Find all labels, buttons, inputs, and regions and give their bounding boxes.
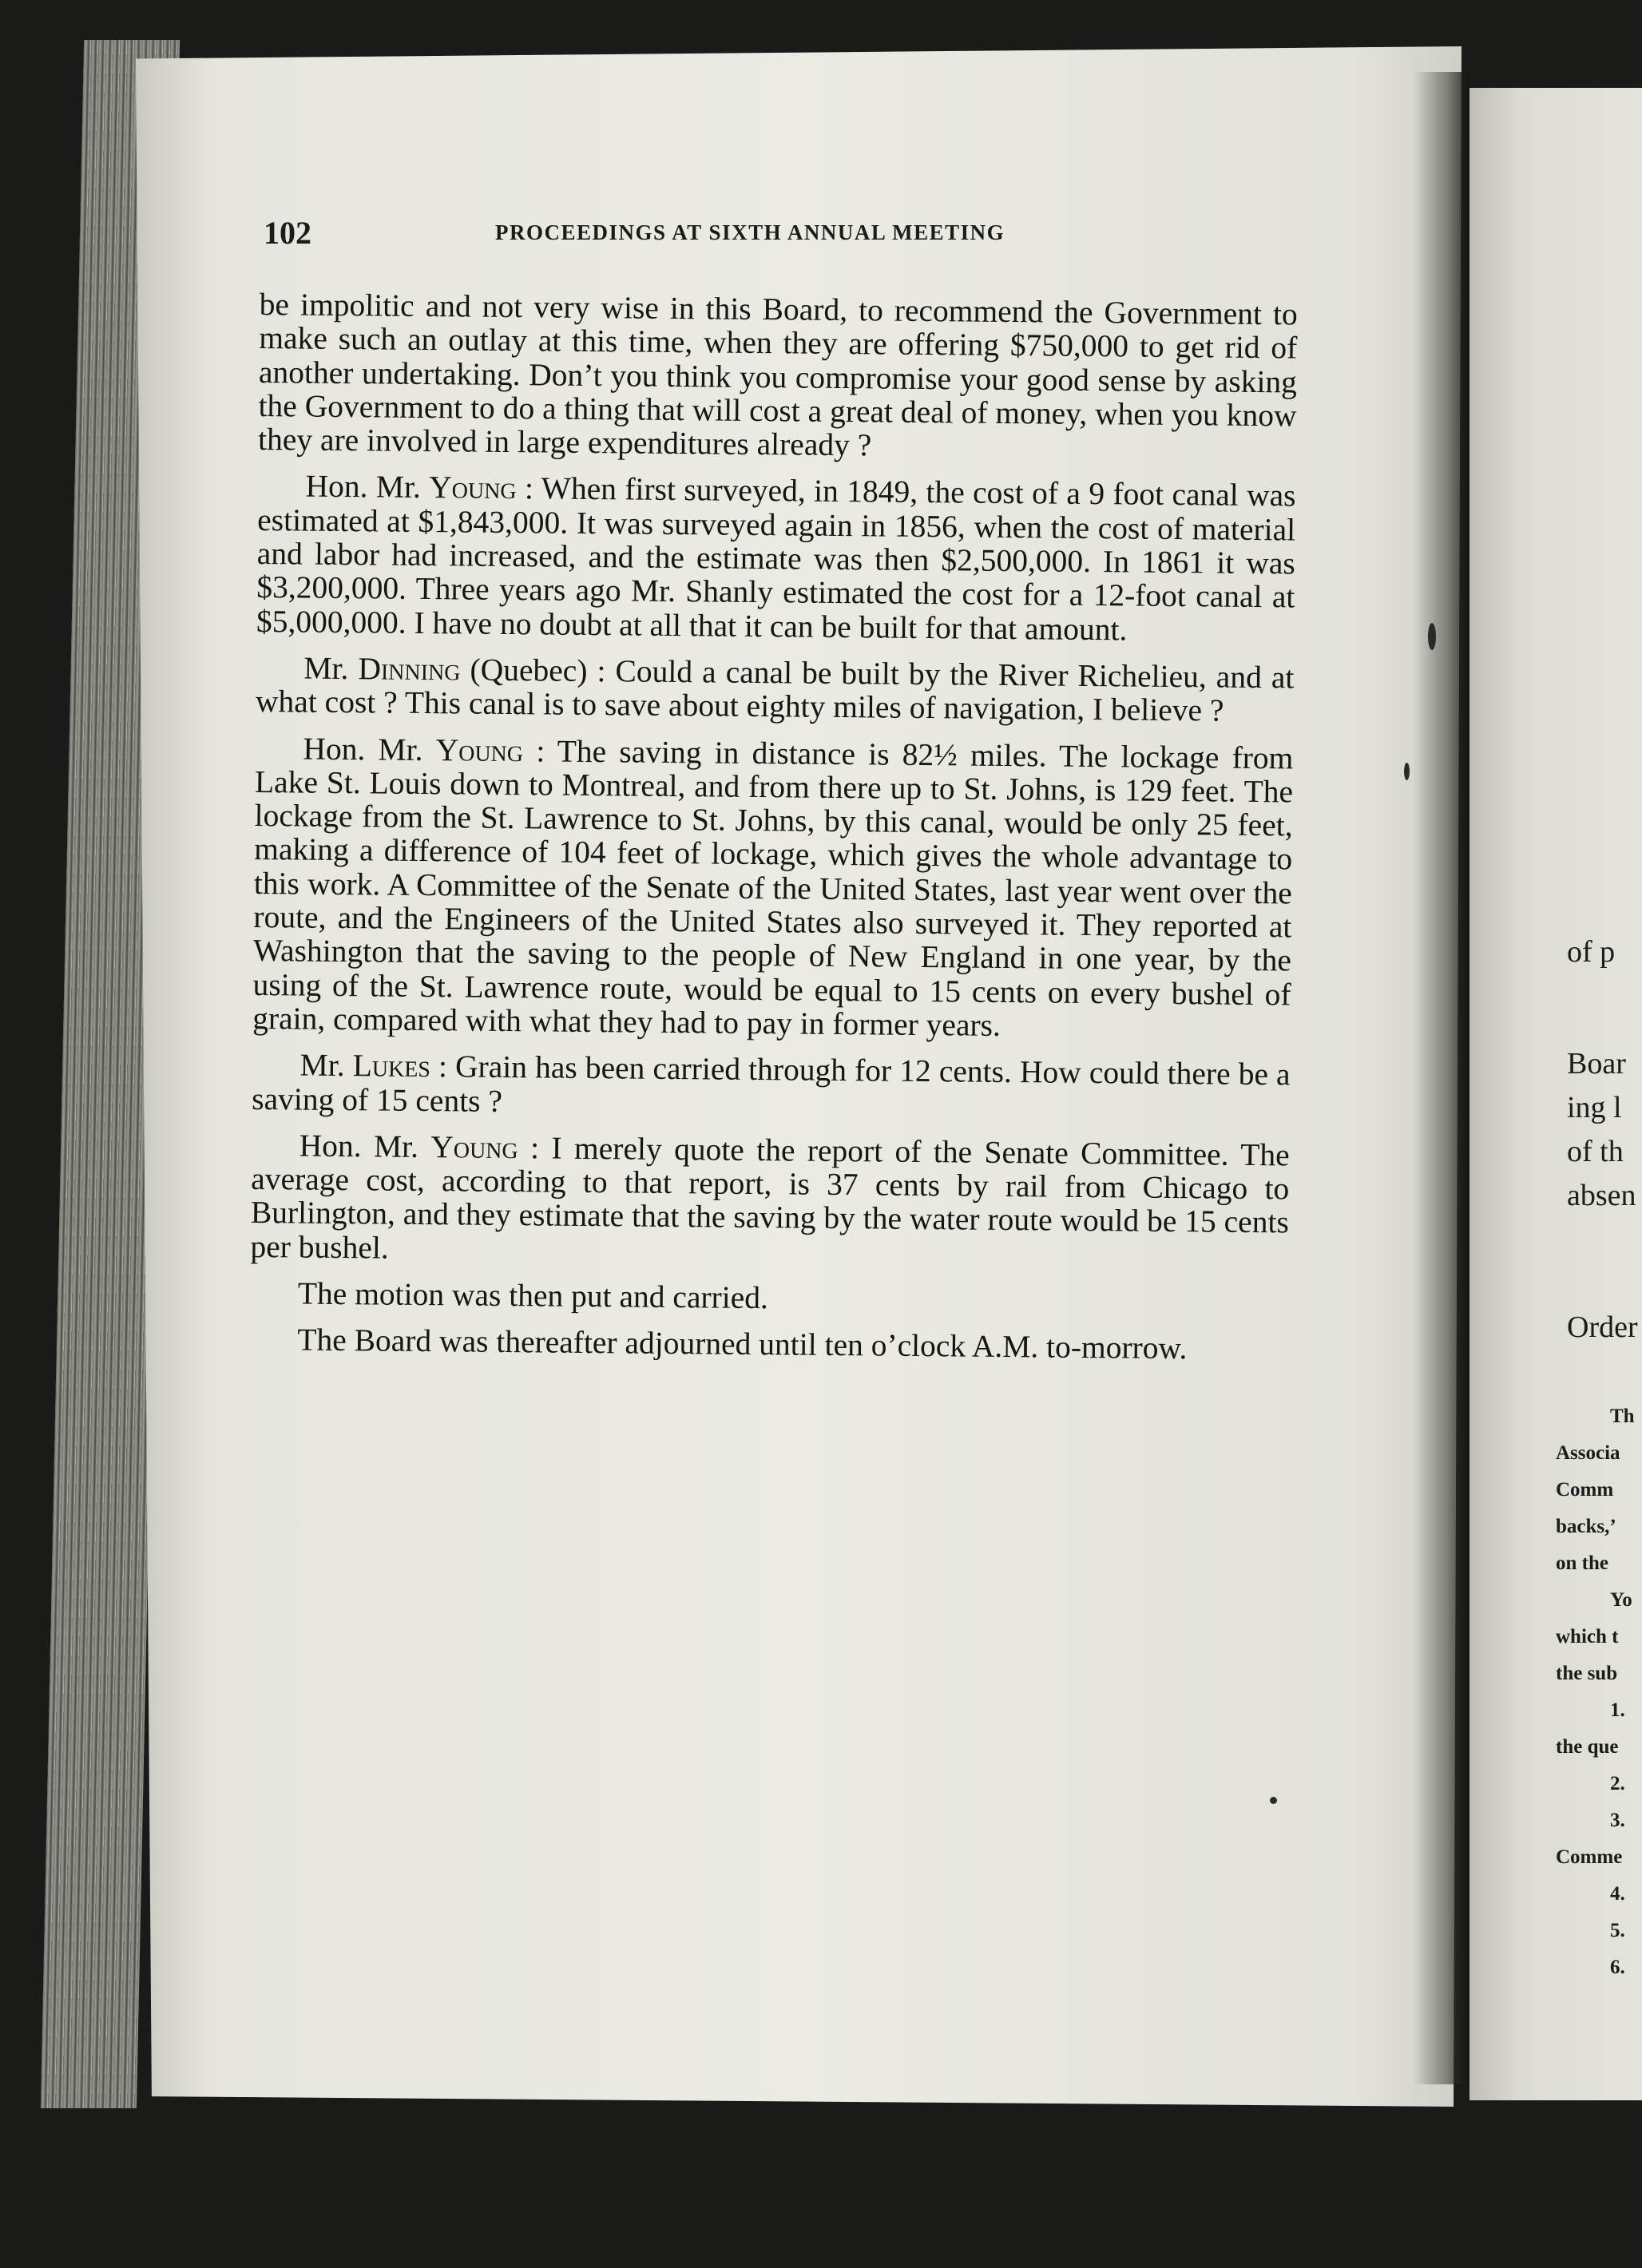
page-number: 102 — [264, 215, 311, 251]
right-page-fragment: 1. — [1610, 1699, 1625, 1721]
paragraph — [256, 469, 1296, 648]
right-page-fragment: the que — [1556, 1736, 1619, 1758]
right-page-fragment: ing l — [1567, 1091, 1622, 1124]
paragraph-text: Hon. Mr. — [305, 469, 430, 506]
paragraph — [252, 732, 1294, 1045]
right-page-fragment: which t — [1556, 1626, 1619, 1647]
right-page-fragment: backs,’ — [1556, 1516, 1616, 1537]
ink-mark — [1270, 1797, 1277, 1804]
book-gutter — [1414, 72, 1469, 2084]
right-page-fragment: on the — [1556, 1552, 1608, 1574]
paragraph — [256, 651, 1295, 728]
paragraph-text: Mr. — [303, 650, 359, 687]
right-page-fragment: Comme — [1556, 1846, 1623, 1868]
right-page-fragment: Boar — [1567, 1047, 1626, 1080]
right-page-fragment: of p — [1567, 935, 1616, 969]
speaker-name: Young — [435, 732, 524, 768]
ink-mark — [1428, 623, 1436, 650]
right-page-fragment: Order — [1567, 1310, 1638, 1344]
right-page-fragment: absen — [1567, 1179, 1636, 1212]
paragraph — [252, 1048, 1291, 1125]
speaker-name: Young — [429, 470, 517, 506]
speaker-name: Dinning — [358, 651, 461, 688]
paragraph-text: The motion was then put and carried. — [297, 1275, 769, 1316]
ink-mark — [1404, 763, 1410, 780]
right-page-fragment: the sub — [1556, 1663, 1618, 1684]
paragraph-text: Hon. Mr. — [299, 1128, 431, 1164]
right-page-fragment: 5. — [1610, 1920, 1625, 1941]
paragraph — [250, 1276, 1288, 1320]
paragraph-text: : I merely quote the report of the Senate Committee. The average cost, according to that report, is 37 cents by rail from Chicago to Burlington, and they estimate that the saving by the water route would be 15 cents per bushel. — [250, 1129, 1290, 1266]
right-page-fragment: of th — [1567, 1135, 1624, 1168]
right-page-fragment: Associa — [1556, 1442, 1620, 1464]
paragraph-text: : The saving in distance is 82½ miles. The lockage from Lake St. Louis down to Montreal, and from there up to St. Johns, is 129 feet. The lockage from the St. Lawrence to St. Johns, by this canal, would be only 25 feet, making a difference of 104 feet of lockage, which gives the whole advantage to this work. A Committee of the Senate of the United States, last year went over the route, and the Engineers of the United States also surveyed it. They reported at Washington that the saving to the people of New England in one year, by the using of the St. Lawrence route, would be equal to 15 cents on every bushel of grain, compared with what they had to pay in former years. — [252, 732, 1294, 1043]
right-page-fragment: Yo — [1610, 1589, 1632, 1611]
right-page-fragment: 2. — [1610, 1773, 1625, 1794]
right-page-fragment: 6. — [1610, 1957, 1625, 1978]
right-page-fragment: Th — [1610, 1406, 1635, 1427]
speaker-name: Young — [430, 1128, 518, 1165]
paragraph-text: (Quebec) : Could a canal be built by the River Richelieu, and at what cost ? This canal is to save about eighty miles of navigation, I believe ? — [255, 652, 1295, 728]
right-page-fragment: 3. — [1610, 1810, 1625, 1831]
paragraph-text: : Grain has been carried through for 12 cents. How could there be a saving of 15 cents ? — [252, 1049, 1291, 1119]
right-page-fragment: 4. — [1610, 1883, 1625, 1905]
body-text — [249, 287, 1298, 1366]
right-page-fragment: Comm — [1556, 1479, 1614, 1501]
paragraph-text: : When first surveyed, in 1849, the cost of a 9 foot canal was estimated at $1,843,000. It was surveyed again in 1856, when the cost of material and labor had increased, and the estimate was then $2,500,000. In 1861 it was $3,200,000. Three years ago Mr. Shanly estimated the cost for a 12-foot canal at $5,000,000. I have no doubt at all that it can be built for that amount. — [256, 470, 1296, 648]
paragraph-text: be impolitic and not very wise in this Board, to recommend the Government to make such an outlay at this time, when they are offering $750,000 to get rid of another undertaking. Don’t you think you compromise your good sense by asking the Government to do a thing that will cost a great deal of money, when you know they are involved in large expenditures already ? — [257, 287, 1298, 463]
paragraph-text: Hon. Mr. — [303, 731, 436, 767]
paragraph — [250, 1128, 1290, 1274]
paragraph — [258, 287, 1298, 466]
speaker-name: Lukes — [352, 1048, 431, 1084]
running-head: PROCEEDINGS AT SIXTH ANNUAL MEETING — [495, 220, 1005, 244]
page-header — [264, 214, 1326, 254]
paragraph-text: Mr. — [299, 1047, 353, 1084]
paragraph-text: The Board was thereafter adjourned until ten o’clock A.M. to-morrow. — [297, 1322, 1188, 1366]
